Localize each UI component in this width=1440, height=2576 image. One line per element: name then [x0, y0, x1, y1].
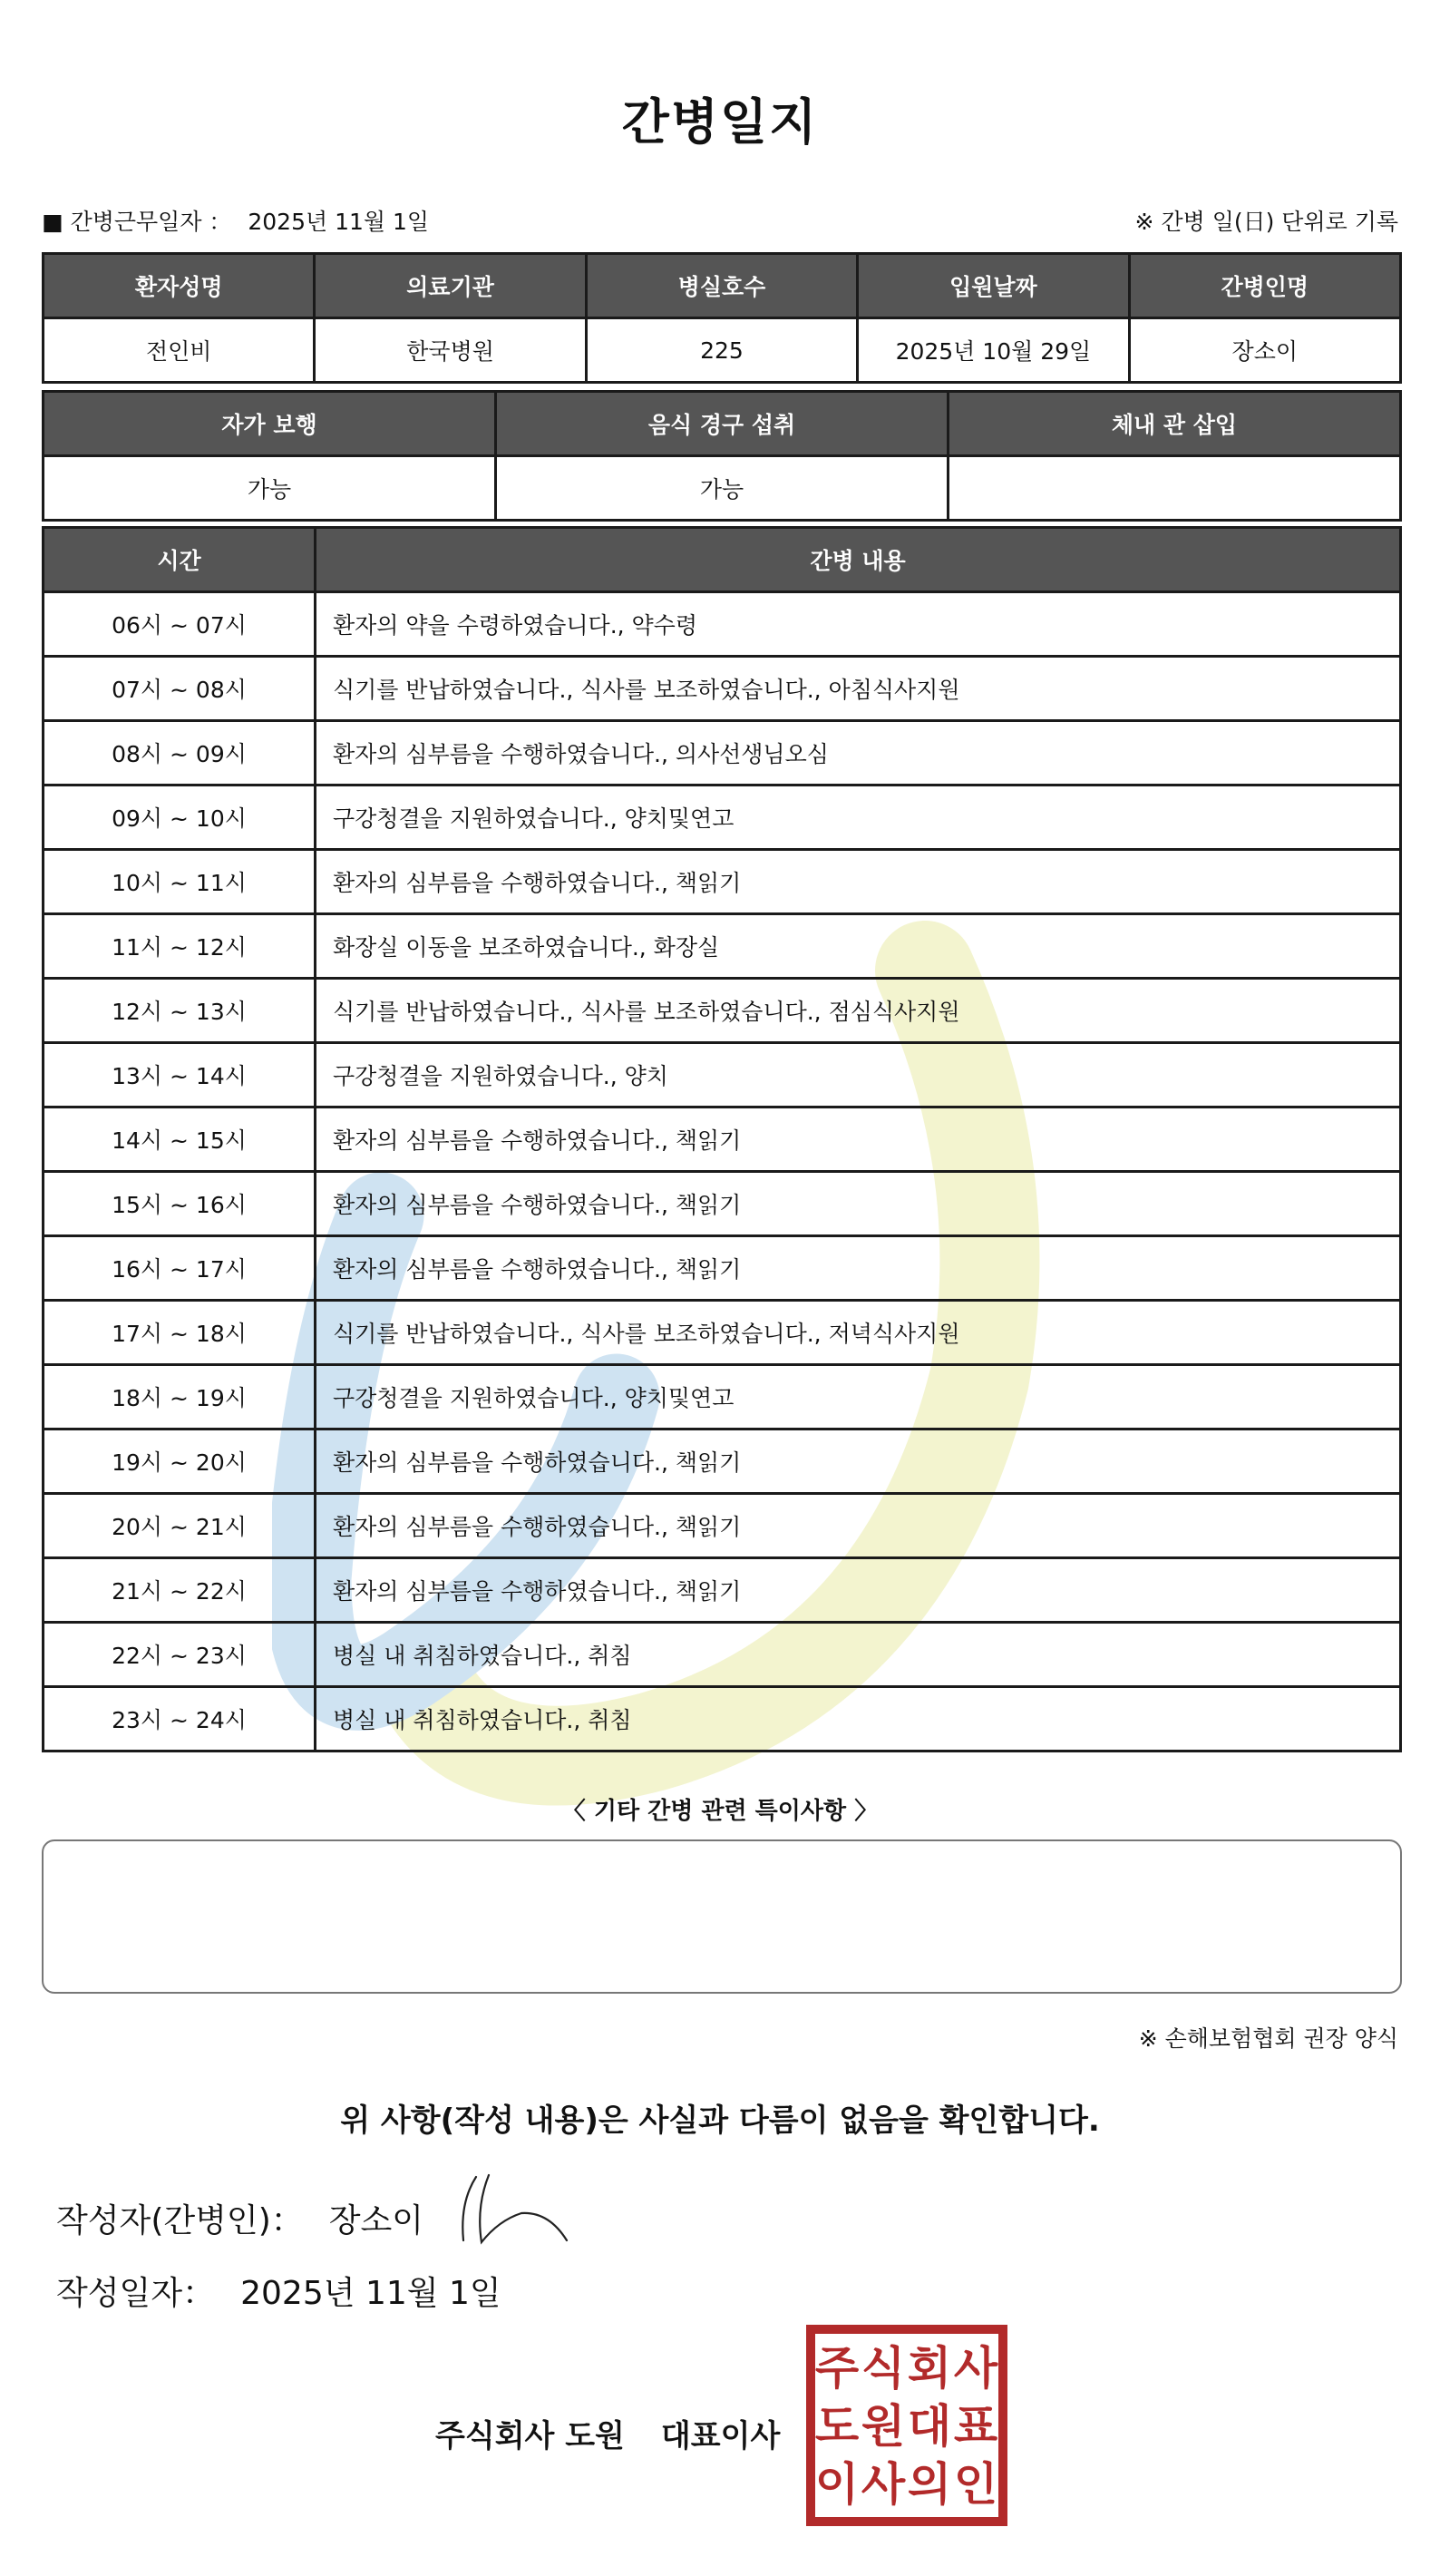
log-row: [44, 1429, 1401, 1494]
company-seal-stamp: [805, 2324, 1008, 2527]
seal-glyph: 의: [907, 2458, 952, 2511]
page-title: 간병일지: [621, 93, 819, 151]
seal-glyph: 대: [907, 2400, 952, 2453]
log-time: 15시 ~ 16시: [44, 1172, 316, 1236]
log-row: [44, 1365, 1401, 1429]
care-log-table: [42, 526, 1402, 1752]
work-date-label: ■ 간병근무일자 ：: [42, 209, 232, 235]
log-time: 19시 ~ 20시: [44, 1429, 316, 1494]
log-content: 환자의 약을 수령하였습니다., 약수령: [316, 592, 1401, 657]
caregiver-name: 장소이: [1129, 318, 1400, 383]
writer-line: [56, 2195, 423, 2241]
remarks-title: 〈 기타 간병 관련 특이사항 〉: [561, 1798, 879, 1825]
tube-insertion-value: [949, 456, 1401, 521]
log-time: 22시 ~ 23시: [44, 1623, 316, 1687]
log-row: [44, 657, 1401, 721]
seal-glyph: 표: [953, 2400, 998, 2453]
record-unit-note: ※ 간병 일(日) 단위로 기록: [1134, 209, 1398, 235]
log-time: 07시 ~ 08시: [44, 657, 316, 721]
header-oral-intake: 음식 경구 섭취: [496, 392, 949, 456]
log-time: 11시 ~ 12시: [44, 914, 316, 979]
log-time: 23시 ~ 24시: [44, 1687, 316, 1751]
patient-info-table: [42, 252, 1402, 384]
header-admission-date: 입원날짜: [858, 254, 1129, 318]
work-date: [42, 204, 429, 237]
handwritten-signature: [449, 2166, 576, 2248]
log-row: [44, 721, 1401, 785]
log-content: 병실 내 취침하였습니다., 취침: [316, 1623, 1401, 1687]
hospital-name: 한국병원: [315, 318, 586, 383]
seal-glyph: 식: [861, 2342, 906, 2395]
log-row: [44, 592, 1401, 657]
header-care-content: 간병 내용: [316, 528, 1401, 592]
writer-name: 장소이: [328, 2202, 424, 2239]
header-self-walking: 자가 보행: [44, 392, 496, 456]
log-time: 12시 ~ 13시: [44, 979, 316, 1043]
log-row: [44, 1558, 1401, 1623]
log-content: 화장실 이동을 보조하였습니다., 화장실: [316, 914, 1401, 979]
log-time: 21시 ~ 22시: [44, 1558, 316, 1623]
log-row: [44, 979, 1401, 1043]
log-row: [44, 1172, 1401, 1236]
oral-intake-value: 가능: [496, 456, 949, 521]
log-time: 16시 ~ 17시: [44, 1236, 316, 1301]
log-time: 14시 ~ 15시: [44, 1107, 316, 1172]
written-date-value: 2025년 11월 1일: [240, 2275, 501, 2312]
log-row: [44, 850, 1401, 914]
seal-glyph: 이: [814, 2458, 860, 2511]
log-time: 06시 ~ 07시: [44, 592, 316, 657]
seal-glyph: 도: [814, 2400, 860, 2453]
log-row: [44, 785, 1401, 850]
log-row: [44, 1107, 1401, 1172]
log-content: 구강청결을 지원하였습니다., 양치: [316, 1043, 1401, 1107]
written-date-line: [56, 2268, 501, 2314]
header-time: 시간: [44, 528, 316, 592]
form-source-note: ※ 손해보험협회 권장 양식: [1138, 2025, 1398, 2052]
log-time: 09시 ~ 10시: [44, 785, 316, 850]
log-row: [44, 914, 1401, 979]
log-time: 13시 ~ 14시: [44, 1043, 316, 1107]
log-time: 08시 ~ 09시: [44, 721, 316, 785]
header-caregiver: 간병인명: [1129, 254, 1400, 318]
writer-label: 작성자(간병인)：: [56, 2202, 304, 2239]
log-time: 18시 ~ 19시: [44, 1365, 316, 1429]
log-row: [44, 1301, 1401, 1365]
log-content: 환자의 심부름을 수행하였습니다., 책읽기: [316, 1172, 1401, 1236]
confirmation-statement: 위 사항(작성 내용)은 사실과 다름이 없음을 확인합니다.: [340, 2103, 1100, 2139]
log-row: [44, 1494, 1401, 1558]
log-row: [44, 1623, 1401, 1687]
patient-name: 전인비: [44, 318, 315, 383]
header-patient-name: 환자성명: [44, 254, 315, 318]
log-time: 10시 ~ 11시: [44, 850, 316, 914]
seal-glyph: 주: [814, 2342, 860, 2395]
seal-glyph: 원: [861, 2400, 906, 2453]
log-content: 환자의 심부름을 수행하였습니다., 책읽기: [316, 1429, 1401, 1494]
seal-glyph: 회: [907, 2342, 952, 2395]
company-title: 대표이사: [660, 2418, 781, 2454]
seal-glyph: 사: [861, 2458, 906, 2511]
log-content: 식기를 반납하였습니다., 식사를 보조하였습니다., 저녁식사지원: [316, 1301, 1401, 1365]
header-hospital: 의료기관: [315, 254, 586, 318]
log-content: 환자의 심부름을 수행하였습니다., 책읽기: [316, 1107, 1401, 1172]
log-time: 17시 ~ 18시: [44, 1301, 316, 1365]
seal-glyph: 인: [953, 2458, 998, 2511]
written-date-label: 작성일자：: [56, 2275, 216, 2312]
log-content: 환자의 심부름을 수행하였습니다., 책읽기: [316, 1558, 1401, 1623]
log-content: 식기를 반납하였습니다., 식사를 보조하였습니다., 점심식사지원: [316, 979, 1401, 1043]
work-date-value: 2025년 11월 1일: [248, 209, 430, 235]
log-row: [44, 1043, 1401, 1107]
company-name: 주식회사 도원: [435, 2418, 625, 2454]
log-content: 식기를 반납하였습니다., 식사를 보조하였습니다., 아침식사지원: [316, 657, 1401, 721]
company-signature-line: [435, 2411, 780, 2455]
log-content: 환자의 심부름을 수행하였습니다., 책읽기: [316, 1494, 1401, 1558]
patient-status-table: [42, 390, 1402, 522]
log-content: 구강청결을 지원하였습니다., 양치및연고: [316, 1365, 1401, 1429]
log-row: [44, 1236, 1401, 1301]
seal-glyph: 사: [953, 2342, 998, 2395]
header-room: 병실호수: [586, 254, 857, 318]
self-walking-value: 가능: [44, 456, 496, 521]
log-row: [44, 1687, 1401, 1751]
room-number: 225: [586, 318, 857, 383]
header-tube-insertion: 체내 관 삽입: [949, 392, 1401, 456]
log-content: 구강청결을 지원하였습니다., 양치및연고: [316, 785, 1401, 850]
remarks-box: [42, 1839, 1402, 1994]
log-content: 환자의 심부름을 수행하였습니다., 책읽기: [316, 1236, 1401, 1301]
admission-date: 2025년 10월 29일: [858, 318, 1129, 383]
log-content: 환자의 심부름을 수행하였습니다., 의사선생님오심: [316, 721, 1401, 785]
log-time: 20시 ~ 21시: [44, 1494, 316, 1558]
log-content: 병실 내 취침하였습니다., 취침: [316, 1687, 1401, 1751]
log-content: 환자의 심부름을 수행하였습니다., 책읽기: [316, 850, 1401, 914]
